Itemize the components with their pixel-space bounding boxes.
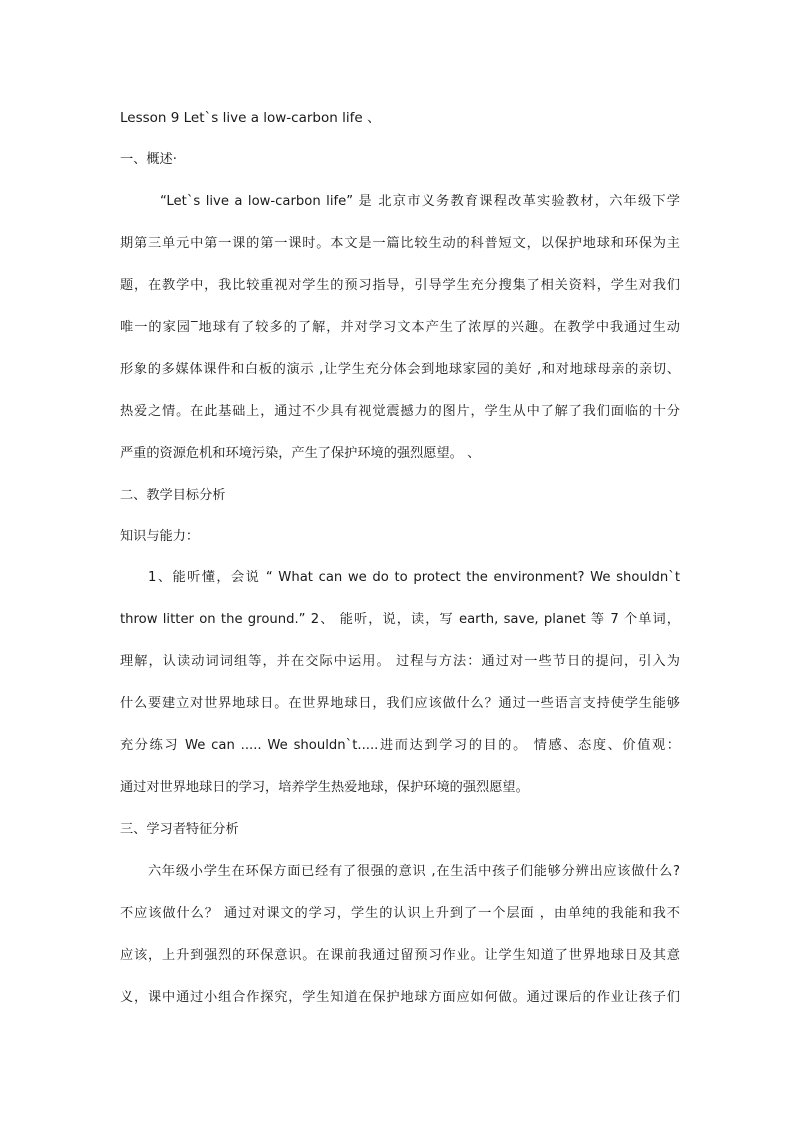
paragraph-line: 充分练习 We can ..... We shouldn`t.....进而达到学习的目的。 情感、态度、价值观： xyxy=(120,738,680,753)
paragraph-line: 不应该做什么？ 通过对课文的学习，学生的认识上升到了一个层面 ，由单纯的我能和我不 xyxy=(120,906,680,921)
paragraph-line: 严重的资源危机和环境污染，产生了保护环境的强烈愿望。 、 xyxy=(120,446,481,461)
paragraph-line: 理解，认读动词词组等，并在交际中运用。 过程与方法：通过对一些节日的提问，引入为 xyxy=(120,654,680,669)
paragraph-line: 通过对世界地球日的学习，培养学生热爱地球，保护环境的强烈愿望。 xyxy=(120,780,529,795)
paragraph-line: 应该，上升到强烈的环保意识。在课前我通过留预习作业。让学生知道了世界地球日及其意 xyxy=(120,948,680,963)
paragraph-line: 唯一的家园‾地球有了较多的了解，并对学习文本产生了浓厚的兴趣。在教学中我通过生动 xyxy=(120,320,680,335)
section-heading-objectives: 二、教学目标分析 xyxy=(120,488,226,503)
paragraph-line: 1、能听懂，会说 “ What can we do to protect the environment? We shouldn`t xyxy=(148,570,680,585)
paragraph-line: 热爱之情。在此基础上，通过不少具有视觉震撼力的图片，学生从中了解了我们面临的十分 xyxy=(120,404,680,419)
section-heading-learners: 三、学习者特征分析 xyxy=(120,822,239,837)
paragraph-line: 期第三单元中第一课的第一课时。本文是一篇比较生动的科普短文，以保护地球和环保为主 xyxy=(120,236,680,251)
subheading-knowledge: 知识与能力： xyxy=(120,529,200,544)
paragraph-line: 形象的多媒体课件和白板的演示 ,让学生充分体会到地球家园的美好 ,和对地球母亲的亲切、 xyxy=(120,362,680,377)
paragraph-line: 题，在教学中，我比较重视对学生的预习指导，引导学生充分搜集了相关资料，学生对我们 xyxy=(120,278,680,293)
paragraph-line: throw litter on the ground.” 2、 能听，说，读，写 earth, save, planet 等 7 个单词， xyxy=(120,612,680,627)
section-heading-overview: 一、概述· xyxy=(120,152,177,167)
paragraph-line: 义，课中通过小组合作探究，学生知道在保护地球方面应如何做。通过课后的作业让孩子们 xyxy=(120,990,680,1005)
paragraph-line: “Let`s live a low-carbon life” 是 北京市义务教育课程改革实验教材，六年级下学 xyxy=(160,194,680,209)
lesson-title: Lesson 9 Let`s live a low-carbon life 、 xyxy=(120,110,381,126)
paragraph-line: 六年级小学生在环保方面已经有了很强的意识 ,在生活中孩子们能够分辨出应该做什么? xyxy=(148,864,680,879)
paragraph-line: 什么要建立对世界地球日。在世界地球日，我们应该做什么？通过一些语言支持使学生能够 xyxy=(120,696,680,711)
